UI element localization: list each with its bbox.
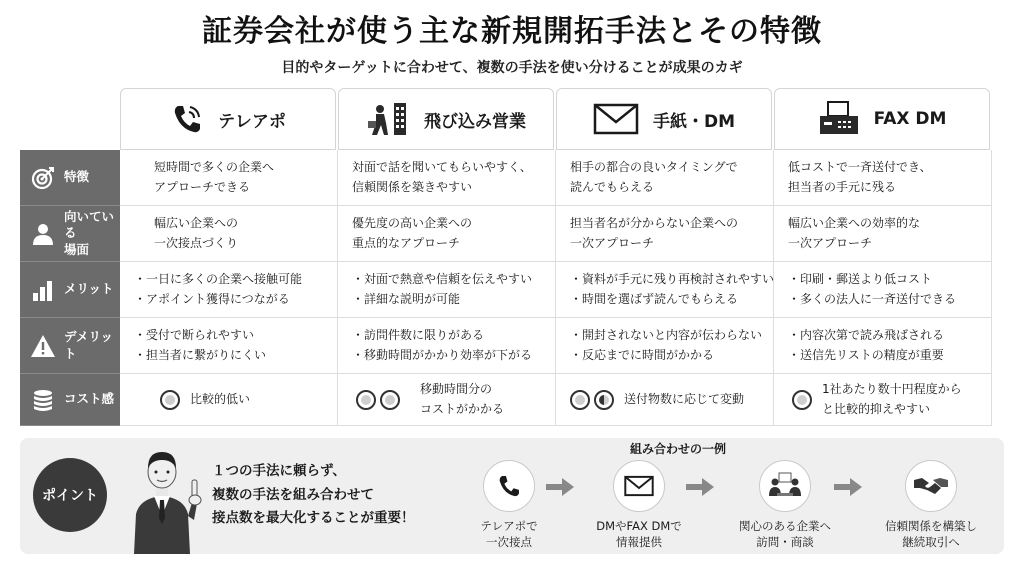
- bar-chart-icon: [31, 278, 55, 302]
- method-header-row: [120, 88, 992, 150]
- flow-step-trust: 信頼関係を構築し 継続取引へ: [876, 460, 986, 550]
- cell-cost-door-to-door: 移動時間分の コストがかかる: [338, 374, 556, 426]
- row-features: [20, 150, 992, 206]
- cell-merits-telemarketing: ・一日に多くの企業へ接触可能 ・アポイント獲得につながる: [120, 262, 338, 318]
- handshake-icon: [913, 474, 949, 498]
- businessman-pointing-icon: [120, 444, 206, 554]
- phone-icon: [496, 473, 522, 499]
- cell-suited-fax-dm: 幅広い企業への効率的な 一次アプローチ: [774, 206, 992, 262]
- cell-cost-letter-dm: 送付物数に応じて変動: [556, 374, 774, 426]
- row-label-demerits: デメリット: [20, 318, 120, 374]
- cell-features-letter-dm: 相手の都合の良いタイミングで 読んでもらえる: [556, 150, 774, 206]
- row-label-merits: メリット: [20, 262, 120, 318]
- row-merits: [20, 262, 992, 318]
- cell-suited-letter-dm: 担当者名が分からない企業への 一次アプローチ: [556, 206, 774, 262]
- coin-icon: [792, 390, 812, 410]
- cell-merits-letter-dm: ・資料が手元に残り再検討されやすい ・時間を選ばず読んでもらえる: [556, 262, 774, 318]
- cell-demerits-telemarketing: ・受付で断られやすい ・担当者に繋がりにくい: [120, 318, 338, 374]
- method-header-fax-dm: [774, 88, 990, 150]
- flow-title: 組み合わせの一例: [630, 442, 727, 456]
- row-label-cost: コスト感: [20, 374, 120, 426]
- row-cost: [20, 374, 992, 426]
- person-icon: [31, 222, 55, 246]
- arrow-right-icon: [834, 478, 862, 496]
- fax-machine-icon: [818, 100, 860, 138]
- target-icon: [31, 166, 55, 190]
- row-label-suited-scene: 向いている 場面: [20, 206, 120, 262]
- cell-demerits-fax-dm: ・内容次第で読み飛ばされる ・送信先リストの精度が重要: [774, 318, 992, 374]
- coin-icon: [160, 390, 180, 410]
- cell-demerits-letter-dm: ・開封されないと内容が伝わらない ・反応までに時間がかかる: [556, 318, 774, 374]
- phone-icon: [170, 102, 204, 136]
- warning-icon: [30, 334, 56, 358]
- method-header-door-to-door: [338, 88, 554, 150]
- flow-step-dm: DMやFAX DMで 情報提供: [584, 460, 694, 550]
- arrow-right-icon: [686, 478, 714, 496]
- point-badge: ポイント: [33, 458, 107, 532]
- arrow-right-icon: [546, 478, 574, 496]
- envelope-icon: [593, 103, 639, 135]
- cell-demerits-door-to-door: ・訪問件数に限りがある ・移動時間がかかり効率が下がる: [338, 318, 556, 374]
- method-header-telemarketing: [120, 88, 336, 150]
- flow-step-visit: 関心のある企業へ 訪問・商談: [730, 460, 840, 550]
- row-label-features: 特徴: [20, 150, 120, 206]
- cell-suited-telemarketing: 幅広い企業への 一次接点づくり: [120, 206, 338, 262]
- cell-merits-fax-dm: ・印刷・郵送より低コスト ・多くの法人に一斉送付できる: [774, 262, 992, 318]
- method-label: テレアポ: [218, 111, 286, 132]
- cell-suited-door-to-door: 優先度の高い企業への 重点的なアプローチ: [338, 206, 556, 262]
- method-header-letter-dm: [556, 88, 772, 150]
- walking-businessman-icon: [366, 101, 410, 137]
- method-label: FAX DM: [873, 109, 947, 129]
- envelope-icon: [624, 475, 654, 497]
- cell-cost-fax-dm: 1社あたり数十円程度から と比較的抑えやすい: [774, 374, 992, 426]
- point-panel: [20, 438, 1004, 554]
- flow-step-telemarketing: テレアポで 一次接点: [454, 460, 564, 550]
- page-title: 証券会社が使う主な新規開拓手法とその特徴: [202, 14, 822, 49]
- page-subtitle: 目的やターゲットに合わせて、複数の手法を使い分けることが成果のカギ: [281, 60, 743, 76]
- cell-cost-telemarketing: 比較的低い: [120, 374, 338, 426]
- cell-features-door-to-door: 対面で話を聞いてもらいやすく、 信頼関係を築きやすい: [338, 150, 556, 206]
- point-message: １つの手法に頼らず、 複数の手法を組み合わせて 接点数を最大化することが重要！: [212, 463, 415, 527]
- method-label: 手紙・DM: [652, 111, 736, 132]
- coin-icon: [570, 390, 614, 410]
- coin-stack-icon: [31, 388, 55, 412]
- cell-merits-door-to-door: ・対面で熱意や信頼を伝えやすい ・詳細な説明が可能: [338, 262, 556, 318]
- coin-icon: [356, 390, 400, 410]
- cell-features-telemarketing: 短時間で多くの企業へ アプローチできる: [120, 150, 338, 206]
- row-suited-scene: [20, 206, 992, 262]
- meeting-icon: [768, 472, 802, 500]
- cell-features-fax-dm: 低コストで一斉送付でき、 担当者の手元に残る: [774, 150, 992, 206]
- row-demerits: [20, 318, 992, 374]
- method-label: 飛び込み営業: [424, 111, 526, 132]
